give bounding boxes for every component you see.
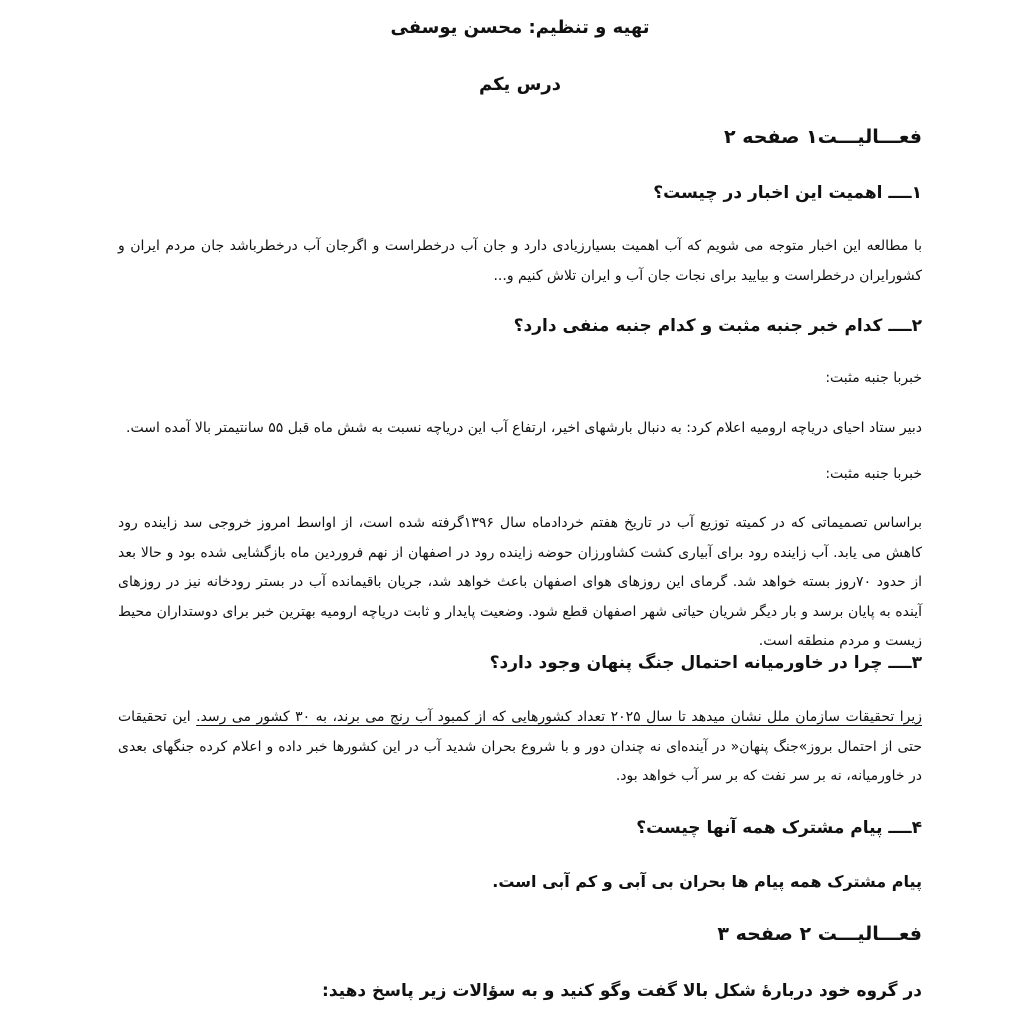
question-4-answer: پیام مشترک همه پیام ها بحران بی آبی و کم آبی است.: [492, 872, 922, 891]
question-3-heading: ۳ــــ چرا در خاورمیانه احتمال جنگ پنهان وجود دارد؟: [489, 653, 922, 673]
positive-news-text: دبیر ستاد احیای دریاچه ارومیه اعلام کرد: به دنبال بارشهای اخیر، ارتفاع آب این دریاچه نسبت به شش ماه قبل ۵۵ سانتیمتر بالا آمده است.: [126, 420, 922, 436]
question-1-heading: ۱ــــ اهمیت این اخبار در چیست؟: [653, 183, 922, 203]
question-1-answer: با مطالعه این اخبار متوجه می شویم که آب اهمیت بسیارزیادی دارد و جان آب درخطراست و اگرجان آب درخطرباشد جان مردم ایران و کشورایران درخطراست و بیایید برای نجات جان آب و ایران تلاش کنیم و...: [118, 238, 922, 284]
activity1-title: فعـــالیـــت۱ صفحه ۲: [724, 126, 922, 148]
question-3-answer-underlined: زیرا تحقیقات سازمان ملل نشان میدهد تا سال ۲۰۲۵ تعداد کشورهایی که از کمبود آب رنج می برند، به ۳۰ کشور می رسد.: [196, 709, 922, 725]
document-page: [118, 0, 922, 1024]
question-3-answer: [118, 703, 922, 792]
activity2-title: فعـــالیـــت ۲ صفحه ۳: [717, 923, 922, 945]
question-2-heading: ۲ــــ کدام خبر جنبه مثبت و کدام جنبه منفی دارد؟: [513, 316, 922, 336]
author-line: تهیه و تنظیم: محسن یوسفی: [390, 17, 650, 38]
question-3-answer-rest: این تحقیقات حتی از احتمال بروز»جنگ پنهان« در آینده‌ای نه چندان دور و با شروع بحران شدید آب در این کشورها خبر داده و اعلام کرده جنگهای بعدی در خاورمیانه، نه بر سر نفت که بر سر آب خواهد بود.: [118, 709, 922, 784]
activity2-instruction: در گروه خود دربارۀ شکل بالا گفت وگو کنید و به سؤالات زیر پاسخ دهید:: [322, 981, 922, 1001]
second-news-label: خبربا جنبه مثبت:: [825, 466, 922, 482]
positive-news-label: خبربا جنبه مثبت:: [825, 370, 922, 386]
lesson-title: درس یکم: [478, 74, 562, 95]
second-news-text: براساس تصمیماتی که در کمیته توزیع آب در تاریخ هفتم خردادماه سال ۱۳۹۶گرفته شده است، از اواسط امروز خروجی سد زاینده رود کاهش می یابد. آب زاینده رود برای آبیاری کشت کشاورزان حوضه زاینده رود در اصفهان از نهم فروردین ماه بازگشایی شده بود و حالا بعد از حدود ۷۰روز بسته خواهد شد. گرمای این روزهای هوای اصفهان باعث خواهد شد، جریان باقیمانده آب در بستر رودخانه نیز در روزهای آینده به پایان برسد و بار دیگر شریان حیاتی شهر اصفهان قطع شود. وضعیت پایدار و ثابت دریاچه ارومیه بهترین خبر برای دوستداران محیط زیست و مردم منطقه است.: [118, 515, 922, 649]
question-4-heading: ۴ــــ پیام مشترک همه آنها چیست؟: [636, 818, 922, 838]
